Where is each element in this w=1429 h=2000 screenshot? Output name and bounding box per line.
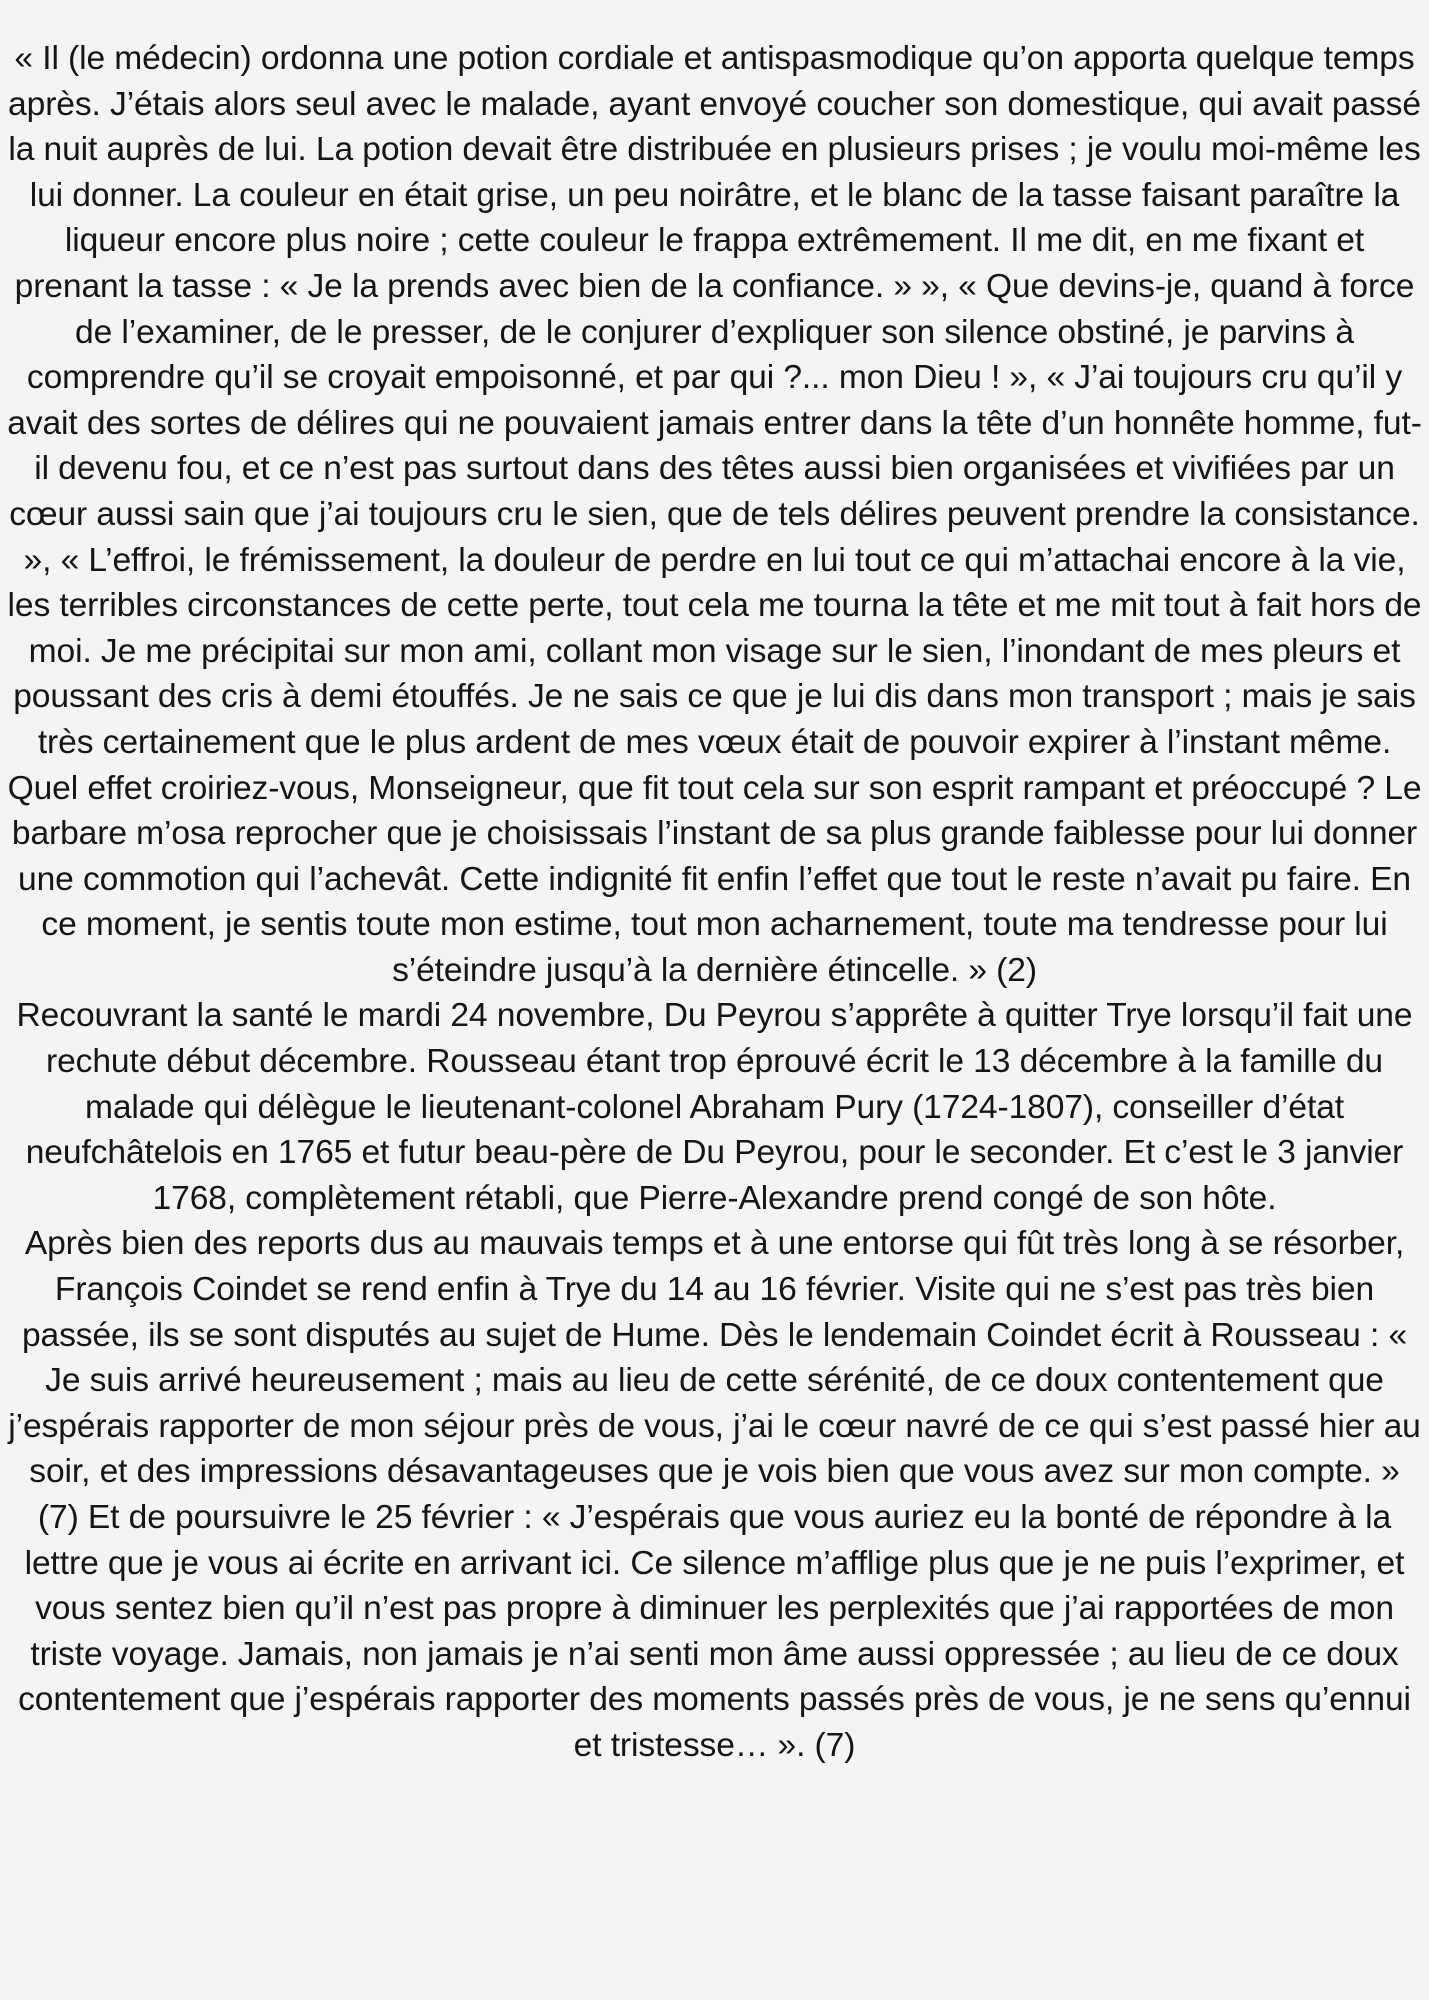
paragraph-coindet-visit: Après bien des reports dus au mauvais temps et à une entorse qui fût très long à se résorber, François Coindet se rend enfin à Trye du 14 au 16 février. Visite qui ne s’est pas très bien passée, ils se sont disputés au sujet de Hume. Dès le lendemain Coindet écrit à Rousseau : « Je suis arrivé heureusement ; mais au lieu de cette sérénité, de ce doux contentement que j’espérais rapporter de mon séjour près de vous, j’ai le cœur navré de ce qui s’est passé hier au soir, et des impressions désavantageuses que je vois bien que vous avez sur mon compte. » (7) Et de poursuivre le 25 février : « J’espérais que vous auriez eu la bonté de répondre à la lettre que je vous ai écrite en arrivant ici. Ce silence m’afflige plus que je ne puis l’exprimer, et vous sentez bien qu’il n’est pas propre à diminuer les perplexités que j’ai rapportées de mon triste voyage. Jamais, non jamais je n’ai senti mon âme aussi oppressée ; au lieu de ce doux contentement que j’espérais rapporter des moments passés près de vous, je ne sens qu’ennui et tristesse… ». (7) (8, 1225, 1421, 1764)
paragraph-du-peyrou-recovery: Recouvrant la santé le mardi 24 novembre, Du Peyrou s’apprête à quitter Trye lorsqu’il fait une rechute début décembre. Rousseau étant trop éprouvé écrit le 13 décembre à la famille du malade qui délègue le lieutenant-colonel Abraham Pury (1724-1807), conseiller d’état neufchâtelois en 1765 et futur beau-père de Du Peyrou, pour le seconder. Et c’est le 3 janvier 1768, complètement rétabli, que Pierre-Alexandre prend congé de son hôte. (16, 997, 1413, 1217)
paragraph-quotation: « Il (le médecin) ordonna une potion cordiale et antispasmodique qu’on apporta quelque temps après. J’étais alors seul avec le malade, ayant envoyé coucher son domestique, qui avait passé la nuit auprès de lui. La potion devait être distribuée en plusieurs prises ; je voulu moi-même les lui donner. La couleur en était grise, un peu noirâtre, et le blanc de la tasse faisant paraître la liqueur encore plus noire ; cette couleur le frappa extrêmement. Il me dit, en me fixant et prenant la tasse : « Je la prends avec bien de la confiance. » », « Que devins-je, quand à force de l’examiner, de le presser, de le conjurer d’expliquer son silence obstiné, je parvins à comprendre qu’il se croyait empoisonné, et par qui ?... mon Dieu ! », « J’ai toujours cru qu’il y avait des sortes de délires qui ne pouvaient jamais entrer dans la tête d’un honnête homme, fut-il devenu fou, et ce n’est pas surtout dans des têtes aussi bien organisées et vivifiées par un cœur aussi sain que j’ai toujours cru le sien, que de tels délires peuvent prendre la consistance. », « L’effroi, le frémissement, la douleur de perdre en lui tout ce qui m’attachai encore à la vie, les terribles circonstances de cette perte, tout cela me tourna la tête et me mit tout à fait hors de moi. Je me précipitai sur mon ami, collant mon visage sur le sien, l’inondant de mes pleurs et poussant des cris à demi étouffés. Je ne sais ce que je lui dis dans mon transport ; mais je sais très certainement que le plus ardent de mes vœux était de pouvoir expirer à l’instant même. Quel effet croiriez-vous, Monseigneur, que fit tout cela sur son esprit rampant et préoccupé ? Le barbare m’osa reprocher que je choisissais l’instant de sa plus grande faiblesse pour lui donner une commotion qui l’achevât. Cette indignité fit enfin l’effet que tout le reste n’avait pu faire. En ce moment, je sentis toute mon estime, tout mon acharnement, toute ma tendresse pour lui s’éteindre jusqu’à la dernière étincelle. » (2) (7, 40, 1422, 989)
